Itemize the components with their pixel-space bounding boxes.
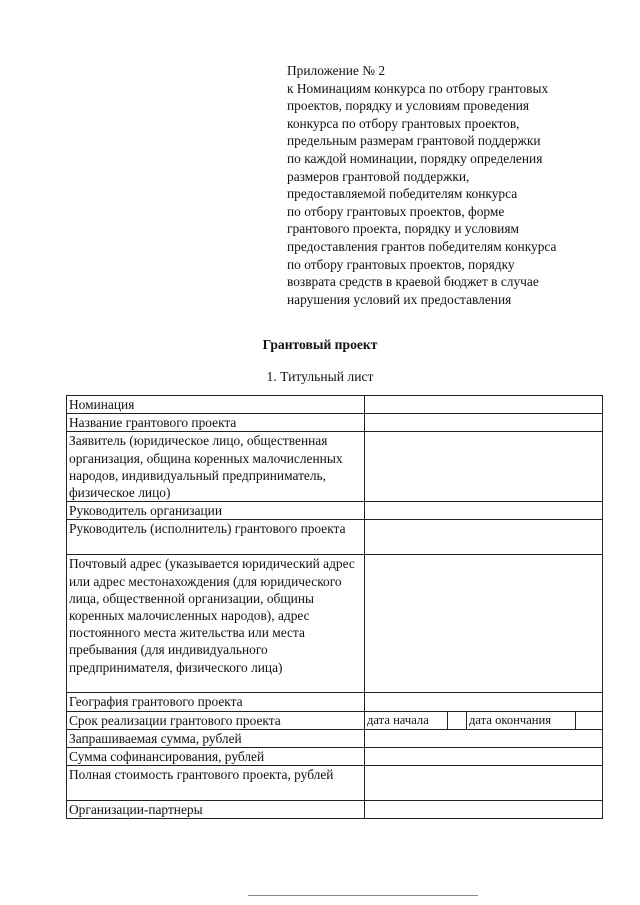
row-value-cofinancing[interactable] xyxy=(365,748,603,766)
row-value-geography[interactable] xyxy=(365,693,603,711)
table-row xyxy=(67,711,603,729)
appendix-line: проектов, порядку и условиям проведения xyxy=(287,98,530,114)
row-value-requested-amount[interactable] xyxy=(365,729,603,747)
appendix-line: размеров грантовой поддержки, xyxy=(287,168,470,184)
appendix-line: по отбору грантовых проектов, форме xyxy=(287,203,505,219)
appendix-line: конкурса по отбору грантовых проектов, xyxy=(287,115,520,131)
appendix-line: предоставляемой победителям конкурса xyxy=(287,186,518,202)
section-title: 1. Титульный лист xyxy=(266,369,374,384)
row-value-nomination[interactable] xyxy=(365,396,603,414)
row-label-requested-amount: Запрашиваемая сумма, рублей xyxy=(67,729,365,747)
row-label-geography: География грантового проекта xyxy=(67,693,365,711)
table-row xyxy=(67,502,603,520)
row-label-partners: Организации-партнеры xyxy=(67,801,365,819)
table-row xyxy=(67,766,603,801)
table-row xyxy=(67,693,603,711)
appendix-line: предоставления грантов победителям конкурса xyxy=(287,238,557,254)
row-label-project-lead: Руководитель (исполнитель) грантового проекта xyxy=(67,520,365,555)
row-label-postal-address: Почтовый адрес (указывается юридический адрес или адрес местонахождения (для юридического лица, общественной организации, общины коренных малочисленных народов), адрес постоянного места жительства или места пребывания (для индивидуального предпринимателя, физического лица) xyxy=(67,555,365,693)
table-row xyxy=(67,801,603,819)
date-range xyxy=(365,712,602,729)
row-value-postal-address[interactable] xyxy=(365,555,603,693)
row-label-term: Срок реализации грантового проекта xyxy=(67,711,365,729)
table-row xyxy=(67,414,603,432)
document-title: Грантовый проект xyxy=(262,337,378,352)
row-label-org-head: Руководитель организации xyxy=(67,502,365,520)
date-end-field[interactable]: дата окончания xyxy=(467,712,576,729)
table-row xyxy=(67,432,603,502)
row-label-cofinancing: Сумма софинансирования, рублей xyxy=(67,748,365,766)
table-row xyxy=(67,396,603,414)
row-label-applicant: Заявитель (юридическое лицо, общественная организация, община коренных малочисленных народов, индивидуальный предприниматель, физическое лицо) xyxy=(67,432,365,502)
row-value-applicant[interactable] xyxy=(365,432,603,502)
appendix-line: нарушения условий их предоставления xyxy=(287,291,512,307)
row-value-total-cost[interactable] xyxy=(365,766,603,801)
table-row xyxy=(67,748,603,766)
page-bottom-rule xyxy=(248,895,478,896)
appendix-line: возврата средств в краевой бюджет в случае xyxy=(287,274,539,290)
appendix-line: Приложение № 2 xyxy=(287,63,386,78)
appendix-line: по отбору грантовых проектов, порядку xyxy=(287,256,515,272)
row-label-project-name: Название грантового проекта xyxy=(67,414,365,432)
table-row xyxy=(67,729,603,747)
table-row xyxy=(67,555,603,693)
row-label-nomination: Номинация xyxy=(67,396,365,414)
appendix-header xyxy=(287,62,627,308)
date-end-value[interactable] xyxy=(576,712,602,729)
title-page-table xyxy=(66,395,603,819)
appendix-line: предельным размерам грантовой поддержки xyxy=(287,133,541,149)
row-value-project-lead[interactable] xyxy=(365,520,603,555)
date-start-value[interactable] xyxy=(447,712,467,729)
row-value-term xyxy=(365,711,603,729)
appendix-line: по каждой номинации, порядку определения xyxy=(287,150,543,166)
appendix-line: к Номинациям конкурса по отбору грантовых xyxy=(287,80,549,96)
row-value-partners[interactable] xyxy=(365,801,603,819)
date-start-field[interactable]: дата начала xyxy=(367,712,429,727)
row-value-org-head[interactable] xyxy=(365,502,603,520)
row-label-total-cost: Полная стоимость грантового проекта, рублей xyxy=(67,766,365,801)
appendix-line: грантового проекта, порядку и условиям xyxy=(287,221,519,237)
row-value-project-name[interactable] xyxy=(365,414,603,432)
table-row xyxy=(67,520,603,555)
